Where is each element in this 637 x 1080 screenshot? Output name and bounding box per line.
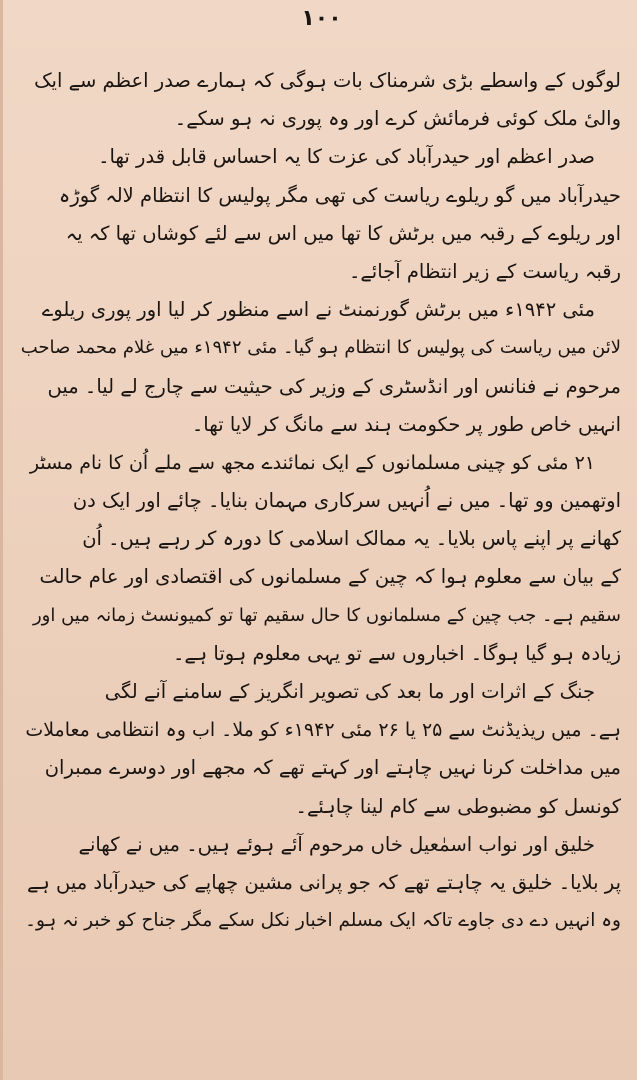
text-line: رقبہ ریاست کے زیر انتظام آجائے۔ [348, 259, 621, 283]
text-line: وہ انہیں دے دی جاوے تاکہ ایک مسلم اخبار نکل سکے مگر جناح کو خبر نہ ہو۔ [25, 910, 621, 932]
text-line: اوتھمین وو تھا۔ میں نے اُنہیں سرکاری مہمان بنایا۔ چائے اور ایک دن [72, 489, 621, 513]
text-line: لائن میں ریاست کی پولیس کا انتظام ہو گیا۔ مئی ۱۹۴۲ء میں غلام محمد صاحب [21, 337, 621, 359]
text-line: خلیق اور نواب اسمٰعیل خاں مرحوم آئے ہوئے ہیں۔ میں نے کھانے [78, 832, 595, 856]
text-line: زیادہ ہو گیا ہوگا۔ اخباروں سے تو یہی معلوم ہوتا ہے۔ [172, 641, 621, 665]
text-line: والیٔ ملک کوئی فرمائش کرے اور وہ پوری نہ ہو سکے۔ [174, 107, 621, 131]
text-line: حیدرآباد میں گو ریلوے ریاست کی تھی مگر پولیس کا انتظام لالہ گوڑہ [58, 183, 621, 207]
body-text [21, 62, 621, 940]
text-line: صدر اعظم اور حیدرآباد کی عزت کا یہ احساس قابل قدر تھا۔ [98, 145, 595, 169]
text-line: پر بلایا۔ خلیق یہ چاہتے تھے کہ جو پرانی مشین چھاپے کی حیدرآباد میں ہے [26, 870, 621, 894]
text-line: ۲۱ مئی کو چینی مسلمانوں کے ایک نمائندے مجھ سے ملے اُن کا نام مسٹر [29, 451, 595, 474]
text-line: میں مداخلت کرنا نہیں چاہتے اور کہتے تھے کہ مجھے اور دوسرے ممبران [44, 756, 621, 780]
text-line: کھانے پر اپنے پاس بلایا۔ یہ ممالک اسلامی کا دورہ کر رہے ہیں۔ اُن [82, 527, 621, 551]
text-line: جنگ کے اثرات اور ما بعد کی تصویر انگریز کے سامنے آنے لگی [104, 680, 595, 703]
text-line: مئی ۱۹۴۲ء میں برٹش گورنمنٹ نے اسے منظور کر لیا اور پوری ریلوے [41, 298, 595, 322]
text-line: کونسل کو مضبوطی سے کام لینا چاہئے۔ [295, 794, 621, 818]
text-line: مرحوم نے فنانس اور انڈسٹری کے وزیر کی حیثیت سے چارج لے لیا۔ میں [47, 374, 621, 398]
text-line: انہیں خاص طور پر حکومت ہند سے مانگ کر لایا تھا۔ [191, 412, 621, 436]
text-line: لوگوں کے واسطے بڑی شرمناک بات ہوگی کہ ہمارے صدر اعظم سے ایک [34, 69, 621, 92]
text-line: ہے۔ میں ریذیڈنٹ سے ۲۵ یا ۲۶ مئی ۱۹۴۲ء کو ملا۔ اب وہ انتظامی معاملات [25, 719, 621, 742]
text-line: سقیم ہے۔ جب چین کے مسلمانوں کا حال سقیم تھا تو کمیونسٹ زمانہ میں اور [32, 604, 621, 626]
page-number: ۱۰۰ [301, 6, 342, 31]
text-line: اور ریلوے کے رقبہ میں برٹش کا تھا میں اس سے لئے کوشاں تھا کہ یہ [65, 221, 621, 245]
text-line: کے بیان سے معلوم ہوا کہ چین کے مسلمانوں کی اقتصادی اور عام حالت [39, 565, 621, 589]
